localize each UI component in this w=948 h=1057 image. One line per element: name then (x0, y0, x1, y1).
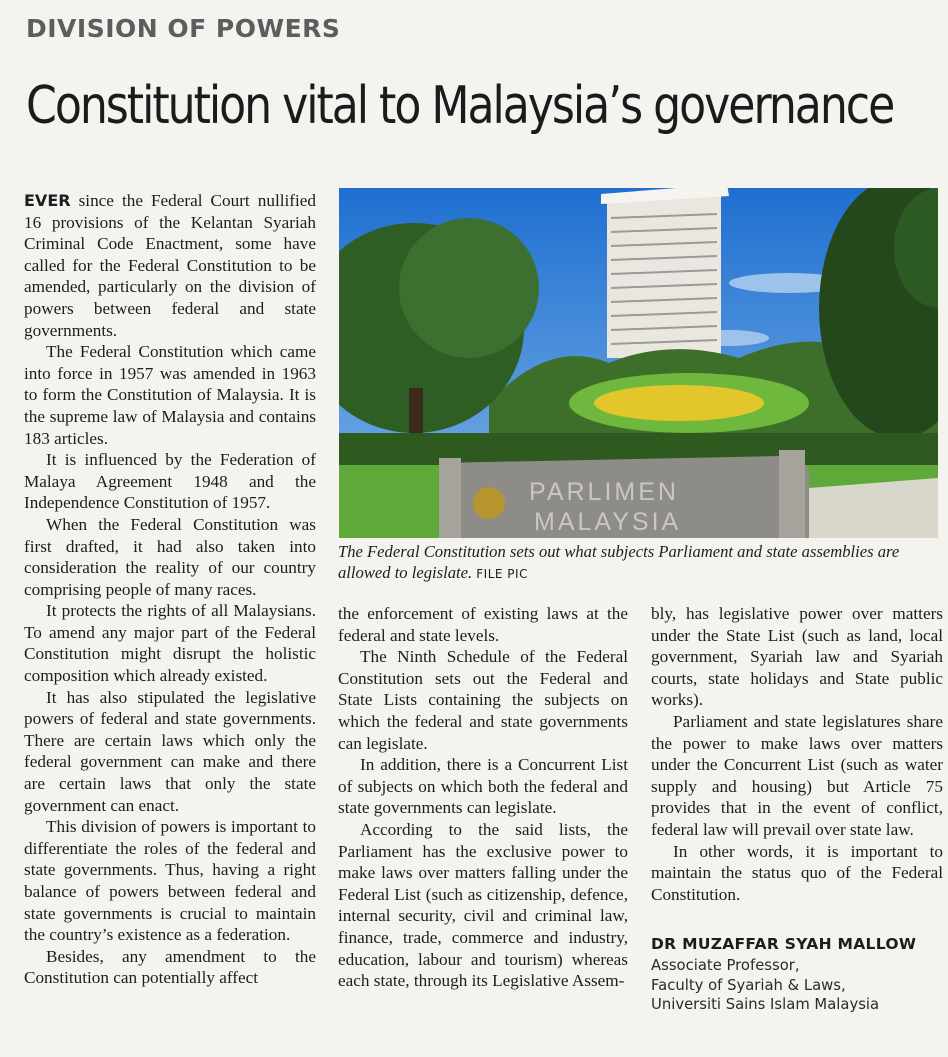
paragraph: This division of powers is important to differentiate the roles of the federal and state governments. Thus, having a right balance of powers between federal and state governments is crucial to maintain the country’s existence as a federation. (24, 817, 316, 945)
sign-text-line2: MALAYSIA (534, 508, 682, 536)
author-byline (651, 935, 941, 1015)
lead-word: EVER (24, 191, 71, 210)
article-column-3 (651, 603, 943, 905)
photo-credit: FILE PIC (476, 567, 528, 581)
author-university: Universiti Sains Islam Malaysia (651, 996, 880, 1013)
paragraph: The Federal Constitution which came into force in 1957 was amended in 1963 to form the Constitution of Malaysia. It is the supreme law of Malaysia and contains 183 articles. (24, 342, 316, 448)
parliament-sign (439, 450, 809, 538)
section-kicker: DIVISION OF POWERS (26, 14, 341, 43)
paragraph: When the Federal Constitution was first drafted, it had also taken into consideration the reality of our country comprising people of many races. (24, 514, 316, 599)
paragraph: In other words, it is important to maintain the status quo of the Federal Constitution. (651, 841, 943, 904)
article-column-2 (338, 603, 628, 992)
article-column-1 (24, 190, 316, 989)
author-title: Associate Professor, (651, 957, 800, 974)
paragraph: It has also stipulated the legislative powers of federal and state governments. There are certain laws which only the federal government can make and there are certain laws that only the state government can enact. (24, 687, 316, 815)
sign-text-line1: PARLIMEN (529, 478, 679, 506)
photo-caption: The Federal Constitution sets out what subjects Parliament and state assemblies are allowed to legislate. FILE PIC (338, 542, 900, 582)
parliament-photo (339, 188, 938, 538)
paragraph: In addition, there is a Concurrent List of subjects on which both the federal and state governments can legislate. (338, 755, 628, 818)
paragraph: bly, has legislative power over matters under the State List (such as land, local government, Syariah law and Syariah courts, state holidays and State public works). (651, 604, 943, 710)
paragraph: the enforcement of existing laws at the federal and state levels. (338, 604, 628, 645)
paragraph: The Ninth Schedule of the Federal Constitution sets out the Federal and State Lists containing the subjects on which the federal and state governments can legislate. (338, 647, 628, 753)
paragraph: Parliament and state legislatures share the power to make laws over matters under the Concurrent List (such as water supply and housing) but Article 75 provides that in the event of conflict, federal law will prevail over state law. (651, 711, 943, 839)
crest-icon (473, 487, 505, 519)
headline: Constitution vital to Malaysia’s governance (26, 76, 894, 136)
paragraph: EVER since the Federal Court nullified 16 provisions of the Kelantan Syariah Criminal Code Enactment, some have called for the Federal Constitution to be amended, particularly on the division of powers between federal and state governments. (24, 191, 316, 340)
paragraph: It is influenced by the Federation of Malaya Agreement 1948 and the Independence Constitution of 1957. (24, 450, 316, 513)
paragraph: Besides, any amendment to the Constitution can potentially affect (24, 946, 316, 988)
author-faculty: Faculty of Syariah & Laws, (651, 976, 846, 994)
paragraph: It protects the rights of all Malaysians. To amend any major part of the Federal Constitution might disrupt the holistic composition which already existed. (24, 601, 316, 686)
author-name: DR MUZAFFAR SYAH MALLOW (651, 935, 917, 953)
paragraph: According to the said lists, the Parliament has the exclusive power to make laws over matters falling under the Federal List (such as citizenship, defence, internal security, civil and criminal law, finance, trade, commerce and industry, education, labour and tourism) whereas each state, through its Legislative Assem- (338, 819, 628, 991)
parliament-tower (601, 188, 729, 358)
